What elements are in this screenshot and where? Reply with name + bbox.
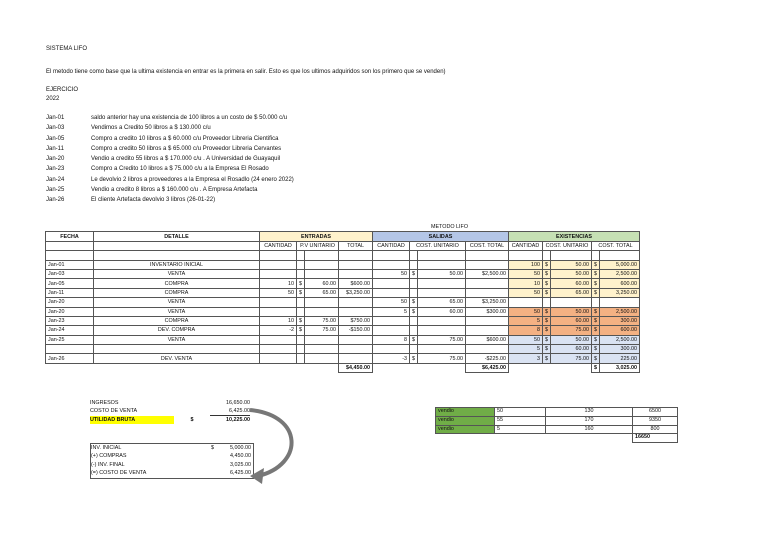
cell-e-total: $600.00 [339,279,373,288]
page-title: SISTEMA LIFO [46,46,88,52]
method-description: El metodo tiene como base que la ultima existencia en entrar es la primera en salir. Esto es que los ultimos adquiridos son los primero que se venden) [46,69,446,75]
cell-e-unit [305,354,339,363]
cell-s-cantidad: 50 [373,269,410,278]
cell-x-total-currency: $ [592,335,600,344]
cell-x-total: 225.00 [600,354,640,363]
cell-x-unit: 50.00 [551,260,592,269]
cell-s-currency [410,345,418,354]
ejercicio-label: EJERCICIO [46,87,79,93]
cell-e-currency: $ [297,326,305,335]
total-entradas: $4,450.00 [339,363,373,372]
cell-e-cantidad [260,298,297,307]
table-row [46,354,640,363]
transaction-item [46,196,294,206]
table-row [46,288,640,297]
cell-x-total-currency: $ [592,260,600,269]
utilidad-value: 10,225.00 [226,416,250,423]
cell-x-unit-currency: $ [543,354,551,363]
transaction-text: Vendio a credito 55 libros a $ 170.000 c/u . A Universidad de Guayaquil [91,156,281,163]
cell-detalle: VENTA [94,335,260,344]
utilidad-currency: $ [190,416,194,423]
cell-x-cantidad: 50 [509,307,543,316]
utilidad-label: UTILIDAD BRUTA [90,416,174,424]
costo-value: 6,425.00 [210,407,250,415]
cell-detalle: VENTA [94,269,260,278]
table-row [46,260,640,269]
cell-x-unit-currency: $ [543,269,551,278]
cell-e-total [339,260,373,269]
cell-x-unit-currency: $ [543,307,551,316]
col-fecha: FECHA [46,232,94,241]
cell-e-cantidad [260,307,297,316]
cell-s-unit: 50.00 [418,269,466,278]
cell-e-unit: 75.00 [305,326,339,335]
cell-s-currency [410,316,418,325]
table-row [46,345,640,354]
transaction-text: Vendimos a Credito 50 libros a $ 130.000 c/u [91,125,211,132]
cell-x-unit-currency: $ [543,316,551,325]
cell-s-currency: $ [410,298,418,307]
cell-s-unit [418,345,466,354]
cell-x-total: 300.00 [600,345,640,354]
cell-s-total: $600.00 [466,335,509,344]
cell-fecha: Jan-11 [46,288,94,297]
cell-detalle: INVENTARIO INICIAL [94,260,260,269]
cell-fecha: Jan-20 [46,307,94,316]
cell-e-cantidad [260,269,297,278]
cell-e-cantidad: 10 [260,316,297,325]
sales-price: 170 [546,416,633,425]
cell-e-currency [297,298,305,307]
total-existencias: 3,025.00 [600,363,640,372]
cell-x-unit: 75.00 [551,354,592,363]
cell-s-total [466,326,509,335]
cell-e-currency: $ [297,279,305,288]
inv-inicial-label: INV. INICIAL [91,445,122,451]
compras-label: (+) COMPRAS [91,453,127,460]
compras-value: 4,450.00 [230,453,251,460]
cell-s-total [466,288,509,297]
cell-s-unit [418,279,466,288]
sales-row [436,408,678,417]
sub-x-cantidad: CANTIDAD [509,241,543,250]
sub-s-cost-unitario: COST. UNITARIO [410,241,466,250]
sales-label: vendio [436,416,495,425]
cell-x-unit-currency [543,298,551,307]
cell-e-unit: 60.00 [305,279,339,288]
cell-s-unit: 65.00 [418,298,466,307]
cell-e-unit [305,307,339,316]
cell-s-total: $3,250.00 [466,298,509,307]
cell-x-unit-currency: $ [543,326,551,335]
cell-x-total [600,298,640,307]
cell-detalle: COMPRA [94,288,260,297]
cell-detalle: DEV. COMPRA [94,326,260,335]
sub-e-pv-unitario: P.V UNITARIO [297,241,339,250]
transaction-text: Compro a credito 10 libros a $ 60.000 c/u Proveedor Libreria Cientifica [91,135,279,142]
sales-total: 800 [633,425,678,434]
cell-e-total: -$150.00 [339,326,373,335]
table-row [46,335,640,344]
cell-s-cantidad [373,260,410,269]
cell-x-unit-currency: $ [543,335,551,344]
table-row [46,307,640,316]
cell-e-cantidad: -2 [260,326,297,335]
cell-s-unit [418,326,466,335]
transaction-date: Jan-25 [46,187,65,194]
sales-grand-total: 16650 [633,434,678,443]
cell-e-total [339,307,373,316]
cell-x-total: 2,500.00 [600,307,640,316]
cell-fecha: Jan-23 [46,316,94,325]
cell-fecha: Jan-01 [46,260,94,269]
cell-x-cantidad: 50 [509,288,543,297]
cell-x-unit: 60.00 [551,316,592,325]
sales-qty: 50 [495,408,546,417]
cell-e-total: $750.00 [339,316,373,325]
cell-s-currency: $ [410,269,418,278]
cell-s-currency [410,288,418,297]
total-existencias-currency: $ [592,363,600,372]
sales-row [436,416,678,425]
cell-s-currency [410,279,418,288]
inv-final-value: 3,025.00 [230,461,251,468]
cell-s-cantidad [373,316,410,325]
transaction-list [46,114,294,207]
cell-s-cantidad [373,326,410,335]
cell-x-total: 600.00 [600,326,640,335]
cell-s-cantidad [373,288,410,297]
sales-label: vendio [436,425,495,434]
cell-e-currency [297,260,305,269]
cell-x-unit: 60.00 [551,345,592,354]
cell-fecha: Jan-26 [46,354,94,363]
cell-x-unit: 50.00 [551,269,592,278]
cell-s-cantidad [373,345,410,354]
cell-s-total: -$225.00 [466,354,509,363]
transaction-item [46,176,294,186]
cell-s-cantidad: 8 [373,335,410,344]
table-row [46,279,640,288]
ingresos-label: INGRESOS [90,400,119,406]
transaction-item [46,114,294,124]
cell-x-total: 5,000.00 [600,260,640,269]
cell-s-currency: $ [410,335,418,344]
cell-s-total [466,279,509,288]
transaction-date: Jan-24 [46,176,65,183]
transaction-item [46,186,294,196]
cell-detalle: COMPRA [94,316,260,325]
cell-s-unit: 60.00 [418,307,466,316]
cell-x-unit: 75.00 [551,326,592,335]
ingresos-value: 16,650.00 [226,400,250,406]
inv-final-label: (-) INV. FINAL [91,461,125,468]
transaction-item [46,124,294,134]
cell-s-currency: $ [410,354,418,363]
cell-x-unit-currency: $ [543,345,551,354]
table-row [46,316,640,325]
sales-table [435,407,678,443]
costo-venta-label: (=) COSTO DE VENTA [91,470,147,477]
cell-e-cantidad [260,345,297,354]
table-row [46,326,640,335]
sales-total: 9350 [633,416,678,425]
cell-e-currency [297,345,305,354]
cell-e-unit: 65.00 [305,288,339,297]
transaction-date: Jan-11 [46,145,64,152]
sales-total: 6500 [633,408,678,417]
cell-s-total [466,316,509,325]
cell-x-total-currency: $ [592,279,600,288]
cell-detalle [94,345,260,354]
cell-x-total: 2,500.00 [600,335,640,344]
curved-arrow-icon [244,400,304,490]
cell-x-total-currency [592,298,600,307]
cell-fecha: Jan-24 [46,326,94,335]
cell-detalle: COMPRA [94,279,260,288]
cell-x-cantidad [509,298,543,307]
cell-fecha [46,345,94,354]
transaction-text: Compro a Credito 10 libros a $ 75.000 c/u a la Empresa El Rosado [91,166,269,173]
transaction-item [46,155,294,165]
sales-label: vendio [436,408,495,417]
cell-x-unit: 50.00 [551,307,592,316]
cell-s-currency [410,260,418,269]
cell-e-currency [297,335,305,344]
costo-venta-value: 6,425.00 [230,470,251,477]
group-existencias: EXISTENCIAS [509,232,640,241]
cell-x-cantidad: 5 [509,345,543,354]
cell-e-total: $3,250.00 [339,288,373,297]
transaction-text: Le devolvio 2 libros a proveedores a la Empresa el Rosadlo (24 enero 2022) [91,176,294,183]
transaction-date: Jan-20 [46,156,65,163]
table-row [46,298,640,307]
cell-x-unit-currency: $ [543,279,551,288]
cell-e-unit [305,269,339,278]
cell-e-unit: 75.00 [305,316,339,325]
cell-x-total-currency: $ [592,345,600,354]
cell-x-cantidad: 10 [509,279,543,288]
cell-e-cantidad [260,335,297,344]
cell-x-cantidad: 3 [509,354,543,363]
cell-e-total [339,269,373,278]
cell-x-total-currency: $ [592,316,600,325]
sales-price: 160 [546,425,633,434]
sales-price: 130 [546,408,633,417]
cell-detalle: DEV. VENTA [94,354,260,363]
cell-e-total [339,335,373,344]
sub-x-cost-unitario: COST. UNITARIO [543,241,592,250]
group-entradas: ENTRADAS [260,232,373,241]
transaction-text: Compro a credito 50 libros a $ 65.000 c/u Proveedor Libreria Cervantes [91,145,282,152]
cell-e-cantidad: 10 [260,279,297,288]
cell-fecha: Jan-03 [46,269,94,278]
cell-e-unit [305,335,339,344]
cell-e-currency: $ [297,288,305,297]
cell-fecha: Jan-05 [46,279,94,288]
sub-e-total: TOTAL [339,241,373,250]
cell-fecha: Jan-20 [46,298,94,307]
inv-inicial-currency: $ [211,445,214,451]
cell-x-total: 2,500.00 [600,269,640,278]
cell-s-currency [410,326,418,335]
cost-calc-box [90,443,254,479]
cell-s-total [466,260,509,269]
cell-e-currency [297,354,305,363]
sub-e-cantidad: CANTIDAD [260,241,297,250]
table-title: METODO LIFO [260,223,640,232]
cell-e-cantidad [260,354,297,363]
cell-x-unit: 60.00 [551,279,592,288]
transaction-item [46,145,294,155]
total-salidas: $6,425.00 [466,363,509,372]
cell-s-cantidad: -3 [373,354,410,363]
cell-e-cantidad [260,260,297,269]
cell-s-unit [418,288,466,297]
cell-x-unit: 65.00 [551,288,592,297]
sales-row [436,425,678,434]
table-row [46,269,640,278]
cell-x-unit: 50.00 [551,335,592,344]
cell-s-total: $2,500.00 [466,269,509,278]
cell-x-cantidad: 50 [509,335,543,344]
cell-s-total: $300.00 [466,307,509,316]
inv-inicial-value: 5,000.00 [230,445,251,451]
cell-e-currency [297,269,305,278]
cell-detalle: VENTA [94,307,260,316]
transaction-date: Jan-26 [46,197,65,204]
cell-e-unit [305,298,339,307]
cell-e-cantidad: 50 [260,288,297,297]
cell-s-unit: 75.00 [418,335,466,344]
cell-x-unit-currency: $ [543,260,551,269]
cell-x-total: 3,250.00 [600,288,640,297]
cell-e-total [339,345,373,354]
transaction-date: Jan-03 [46,125,65,132]
cell-e-currency [297,307,305,316]
cell-x-total-currency: $ [592,269,600,278]
cell-s-unit [418,316,466,325]
cell-e-currency: $ [297,316,305,325]
cell-x-cantidad: 5 [509,316,543,325]
sub-s-cost-total: COST. TOTAL [466,241,509,250]
cell-x-unit [551,298,592,307]
cell-s-currency: $ [410,307,418,316]
cell-e-total [339,354,373,363]
sales-qty: 5 [495,425,546,434]
transaction-date: Jan-01 [46,115,65,121]
transaction-text: El cliente Artefacta devolvio 3 libros (26-01-22) [91,197,216,204]
cell-x-cantidad: 50 [509,269,543,278]
cell-e-total [339,298,373,307]
lifo-table [45,223,640,373]
cell-x-total-currency: $ [592,307,600,316]
cell-s-cantidad [373,279,410,288]
costo-label: COSTO DE VENTA [90,408,138,415]
cell-e-unit [305,345,339,354]
cell-x-cantidad: 8 [509,326,543,335]
cell-s-unit: 75.00 [418,354,466,363]
sub-s-cantidad: CANTIDAD [373,241,410,250]
cell-x-cantidad: 100 [509,260,543,269]
cell-x-total: 600.00 [600,279,640,288]
transaction-text: Vendio a credito 8 libros a $ 160.000 c/u . A Empresa Artefacta [91,187,258,194]
year-label: 2022 [46,96,60,102]
cell-x-total: 300.00 [600,316,640,325]
col-detalle: DETALLE [94,232,260,241]
cell-detalle: VENTA [94,298,260,307]
cell-s-unit [418,260,466,269]
cell-x-unit-currency: $ [543,288,551,297]
cell-x-total-currency: $ [592,326,600,335]
cell-fecha: Jan-25 [46,335,94,344]
cell-e-unit [305,260,339,269]
income-summary [90,399,252,424]
transaction-date: Jan-05 [46,135,65,142]
transaction-text: saldo anterior hay una existencia de 100 libros a un costo de $ 50.000 c/u [91,115,288,121]
transaction-date: Jan-23 [46,166,65,173]
transaction-item [46,135,294,145]
cell-x-total-currency: $ [592,354,600,363]
cell-x-total-currency: $ [592,288,600,297]
cell-s-cantidad: 50 [373,298,410,307]
transaction-item [46,165,294,175]
cell-s-total [466,345,509,354]
group-salidas: SALIDAS [373,232,509,241]
sales-qty: 55 [495,416,546,425]
sub-x-cost-total: COST. TOTAL [592,241,640,250]
cell-s-cantidad: 5 [373,307,410,316]
